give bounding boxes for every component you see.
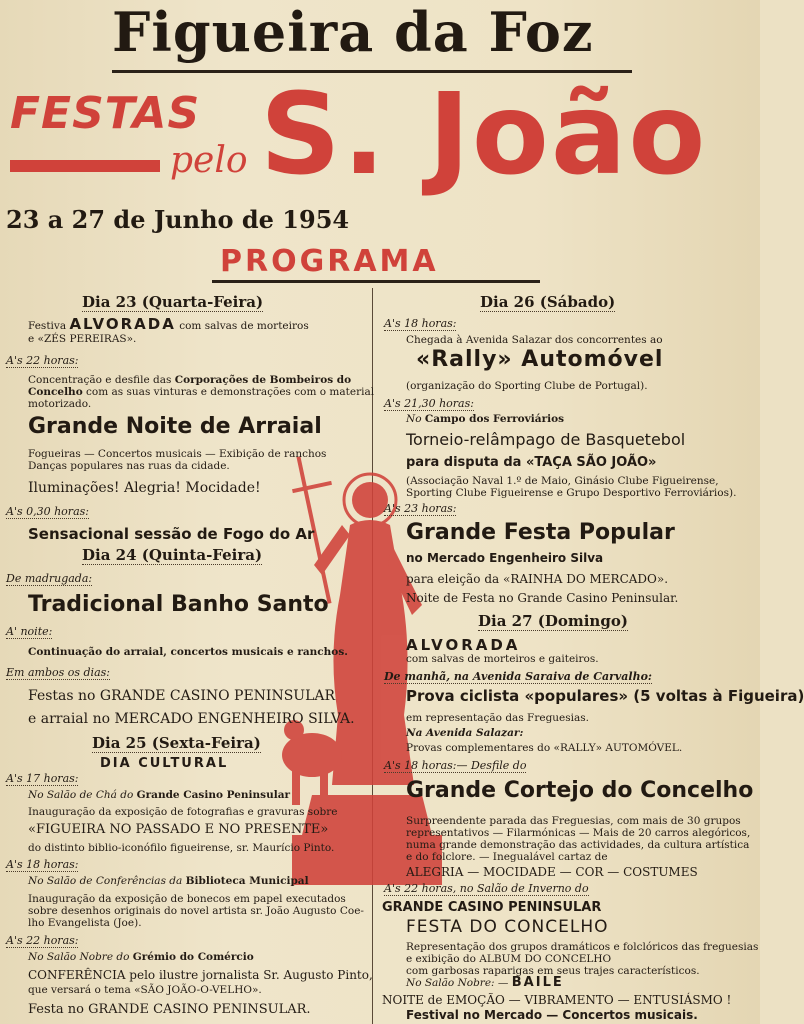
red-bar-left [10, 160, 160, 172]
text: no Mercado Engenheiro Silva [406, 551, 604, 565]
text: e exibição do ALBUM DO CONCELHO [406, 953, 612, 965]
text: lho Evangelista (Joe). [28, 917, 142, 929]
text: NOITE de EMOÇÃO — VIBRAMENTO — ENTUSIÁSMO ! [382, 993, 732, 1007]
text: Noite de Festa no Grande Casino Peninsular. [406, 591, 679, 605]
text: BAILE [511, 975, 564, 990]
bombeiros-line [28, 374, 351, 386]
day26-heading: Dia 26 (Sábado) [480, 293, 616, 311]
text: No Salão Nobre: — [406, 977, 509, 989]
text: GRANDE CASINO PENINSULAR [382, 900, 602, 915]
prova-ciclista-heading: Prova ciclista «populares» (5 voltas à Figueira) [406, 687, 804, 705]
time-label: A's 0,30 horas: [6, 505, 89, 518]
text: CONFERÊNCIA pelo ilustre jornalista Sr. Augusto Pinto, [28, 968, 373, 982]
text: Danças populares nas ruas da cidade. [28, 460, 230, 472]
time-label: Em ambos os dias: [6, 666, 110, 679]
text: No [406, 413, 422, 425]
town-title: Figueira da Foz [112, 0, 594, 64]
time-label: A' noite: [6, 625, 53, 638]
time-label: A's 21,30 horas: [384, 397, 474, 410]
time-label: A's 22 horas, no Salão de Inverno do [384, 882, 589, 895]
time-label: A's 18 horas: [6, 858, 79, 871]
day24-heading: Dia 24 (Quinta-Feira) [82, 546, 263, 564]
text: Fogueiras — Concertos musicais — Exibição de ranchos [28, 448, 327, 460]
text: motorizado. [28, 398, 92, 410]
alvorada-word: ALVORADA [69, 315, 176, 333]
text: em representação das Freguesias. [406, 712, 589, 724]
text: Surpreendente parada das Freguesias, com mais de 30 grupos [406, 815, 741, 827]
festa-concelho-heading: FESTA DO CONCELHO [406, 917, 609, 937]
text: Chegada à Avenida Salazar dos concorrentes ao [406, 334, 663, 346]
text: do distinto biblio-iconófilo figueirense, sr. Maurício Pinto. [28, 842, 335, 854]
text: e arraial no MERCADO ENGENHEIRO SILVA. [28, 711, 355, 727]
text: Festas no GRANDE CASINO PENINSULAR [28, 688, 336, 704]
fogo-do-ar-heading: Sensacional sessão de Fogo do Ar [28, 525, 315, 543]
festa-popular-heading: Grande Festa Popular [406, 520, 675, 545]
festas-label: FESTAS [10, 88, 201, 139]
text: (organização do Sporting Clube de Portugal). [406, 380, 648, 392]
baile-line [406, 977, 564, 989]
text: Inauguração da exposição de fotografias e gravuras sobre [28, 806, 338, 818]
text: Inauguração da exposição de bonecos em papel executados [28, 893, 346, 905]
day23-heading: Dia 23 (Quarta-Feira) [82, 293, 264, 311]
day25-heading: Dia 25 (Sexta-Feira) [92, 734, 261, 752]
text: com salvas de morteiros e gaiteiros. [406, 653, 599, 665]
text: Grémio do Comércio [132, 951, 254, 963]
programa-rule [212, 280, 540, 283]
time-label: A's 17 horas: [6, 772, 79, 785]
text: Festiva [28, 320, 67, 332]
cortejo-heading: Grande Cortejo do Concelho [406, 778, 754, 803]
time-label: A's 22 horas: [6, 354, 79, 367]
text: Torneio-relâmpago de Basquetebol [406, 430, 686, 449]
pelo-label: pelo [170, 140, 248, 181]
text: com garbosas raparigas em seus trajes característicos. [406, 965, 700, 977]
dia-cultural: DIA CULTURAL [100, 756, 229, 771]
text: Grande Casino Peninsular [136, 789, 291, 801]
time-label: A's 18 horas: [384, 317, 457, 330]
text: Biblioteca Municipal [185, 875, 309, 887]
time-label: A's 22 horas: [6, 934, 79, 947]
text: Concelho [28, 386, 83, 398]
time-label: De manhã, na Avenida Saraiva de Carvalho: [384, 670, 652, 683]
salao-cha-line [28, 789, 290, 801]
text: Corporações de Bombeiros do [174, 374, 352, 386]
time-label: A's 18 horas:— Desfile do [384, 759, 527, 772]
programa-heading: PROGRAMA [220, 244, 439, 279]
grande-noite-heading: Grande Noite de Arraial [28, 414, 322, 439]
text: Concentração e desfile das [28, 374, 172, 386]
text: «FIGUEIRA NO PASSADO E NO PRESENTE» [28, 822, 329, 837]
text: (Associação Naval 1.º de Maio, Ginásio Clube Figueirense, [406, 475, 719, 487]
day27-heading: Dia 27 (Domingo) [478, 612, 628, 630]
zes-pereiras: e «ZÉS PEREIRAS». [28, 333, 137, 345]
biblioteca-line [28, 875, 309, 887]
text: Provas complementares do «RALLY» AUTOMÓVEL. [406, 742, 683, 754]
gremio-line [28, 951, 254, 963]
text: Festival no Mercado — Concertos musicais. [406, 1008, 698, 1022]
text: para disputa da «TAÇA SÃO JOÃO» [406, 455, 657, 470]
banho-santo-heading: Tradicional Banho Santo [28, 592, 329, 617]
text: com as suas vinturas e demonstrações com o material [86, 386, 375, 398]
text: e do folclore. — Inegualável cartaz de [406, 851, 608, 863]
text: numa grande demonstração das actividades, da cultura artística [406, 839, 750, 851]
text: Continuação do arraial, concertos musicais e ranchos. [28, 646, 348, 658]
time-label: De madrugada: [6, 572, 93, 585]
text: No Salão Nobre do [28, 951, 130, 963]
text: que versará o tema «SÃO JOÃO-O-VELHO». [28, 984, 262, 996]
saint-name: S. João [260, 70, 708, 200]
text: Festa no GRANDE CASINO PENINSULAR. [28, 1002, 311, 1017]
rally-heading: «Rally» Automóvel [416, 347, 664, 372]
alvorada-domingo: ALVORADA [406, 636, 521, 654]
text: Iluminações! Alegria! Mocidade! [28, 480, 261, 496]
text: sobre desenhos originais do novel artista sr. João Augusto Coe- [28, 905, 364, 917]
text: Na Avenida Salazar: [406, 727, 524, 739]
text: ALEGRIA — MOCIDADE — COR — COSTUMES [406, 865, 698, 879]
text: para eleição da «RAINHA DO MERCADO». [406, 572, 669, 586]
text: Sporting Clube Figueirense e Grupo Desportivo Ferroviários). [406, 487, 737, 499]
text: representativos — Filarmónicas — Mais de 20 carros alegóricos, [406, 827, 751, 839]
text: No Salão de Chá do [28, 789, 134, 801]
festival-dates: 23 a 27 de Junho de 1954 [6, 205, 350, 234]
time-label: A's 23 horas: [384, 502, 457, 515]
text: No Salão de Conferências da [28, 875, 183, 887]
text: Campo dos Ferroviários [424, 413, 564, 425]
day23-alvorada-line [28, 315, 309, 333]
text: Representação dos grupos dramáticos e folclóricos das freguesias [406, 941, 759, 953]
bombeiros-line-2 [28, 386, 374, 398]
ferroviarios-line [406, 413, 564, 425]
text: com salvas de morteiros [179, 320, 309, 332]
